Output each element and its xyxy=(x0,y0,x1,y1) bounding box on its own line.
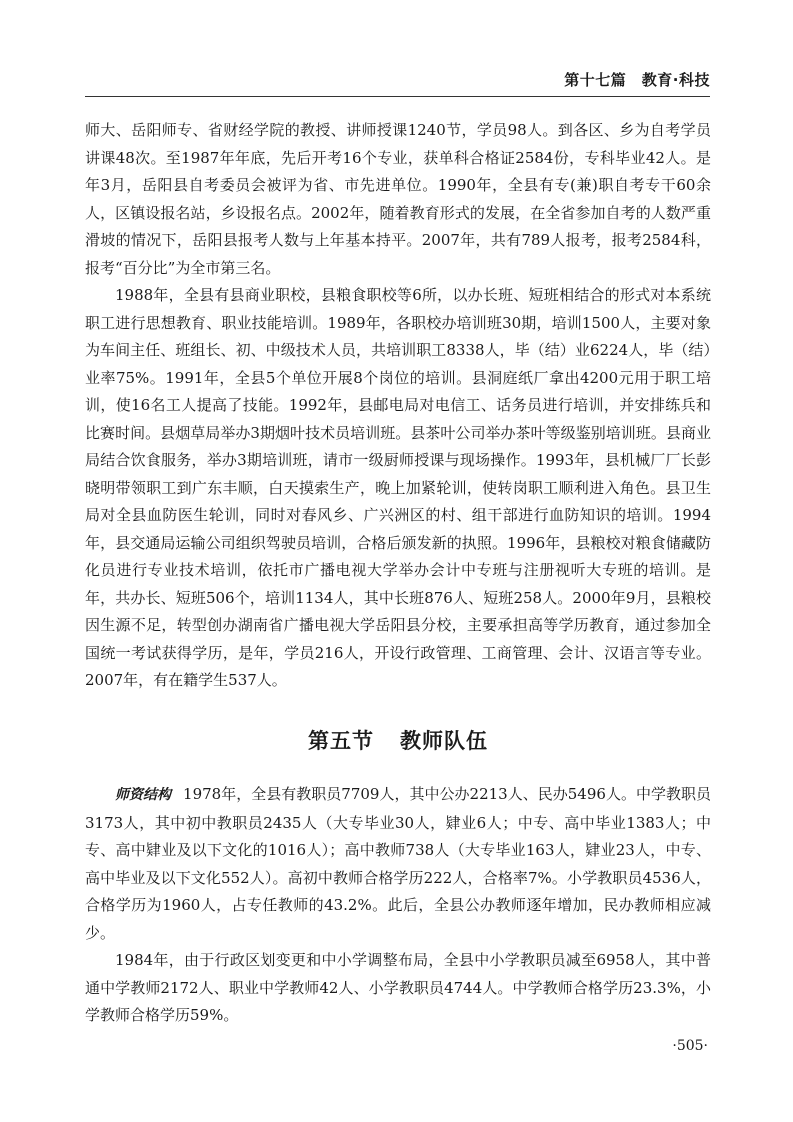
section-number: 第五节 xyxy=(308,729,374,753)
paragraph-teacher-structure-text: 1978年，全县有教职员7709人，其中公办2213人、民办5496人。中学教职员3173人，其中初中教职员2435人（大专毕业30人，肄业6人；中专、高中毕业1383人；中专、高中肄业及以下文化的1016人）；高中教师738人（大专毕业163人，肄业23人，中专、高中毕业及以下文化552人）。高初中教师合格学历222人，合格率7%。小学教职员4536人，合格学历为1960人，占专任教师的43.2%。此后，全县公办教师逐年增加，民办教师相应减少。 xyxy=(85,785,712,942)
run-in-heading: 师资结构 xyxy=(115,787,172,803)
section-body xyxy=(85,781,711,1030)
paragraph-1984: 1984年，由于行政区划变更和中小学调整布局，全县中小学教职员减至6958人，其中普通中学教师2172人、职业中学教师42人、小学教职员4744人。中学教师合格学历23.3%，小学教师合格学历59%。 xyxy=(85,951,711,1024)
paragraph-vocational-training: 1988年，全县有县商业职校，县粮食职校等6所，以办长班、短班相结合的形式对本系统职工进行思想教育、职业技能培训。1989年，各职校办培训班30期，培训1500人，主要对象为车间主任、班组长、初、中级技术人员，共培训职工8338人，毕（结）业6224人，毕（结）业率75%。1991年，全县5个单位开展8个岗位的培训。县洞庭纸厂拿出4200元用于职工培训，使16名工人提高了技能。1992年，县邮电局对电信工、话务员进行培训，并安排练兵和比赛时间。县烟草局举办3期烟叶技术员培训班。县茶叶公司举办茶叶等级鉴别培训班。县商业局结合饮食服务，举办3期培训班，请市一级厨师授课与现场操作。1993年，县机械厂厂长彭晓明带领职工到广东丰顺，白天摸索生产，晚上加紧轮训，使转岗职工顺利进入角色。县卫生局对全县血防医生轮训，同时对春风乡、广兴洲区的村、组干部进行血防知识的培训。1994年，县交通局运输公司组织驾驶员培训，合格后颁发新的执照。1996年，县粮校对粮食储藏防化员进行专业技术培训，依托市广播电视大学举办会计中专班与注册视听大专班的培训。是年，共办长、短班506个，培训1134人，其中长班876人、短班258人。2000年9月，县粮校因生源不足，转型创办湖南省广播电视大学岳阳县分校，主要承担高等学历教育，通过参加全国统一考试获得学历，是年，学员216人，开设行政管理、工商管理、会计、汉语言等专业。2007年，有在籍学生537人。 xyxy=(85,286,711,689)
paragraph-continued: 师大、岳阳师专、省财经学院的教授、讲师授课1240节，学员98人。到各区、乡为自考学员讲课48次。至1987年年底，先后开考16个专业，获单科合格证2584份，专科毕业42人。是年3月，岳阳县自考委员会被评为省、市先进单位。1990年，全县有专(兼)职自考专干60余人，区镇设报名站，乡设报名点。2002年，随着教育形式的发展，在全省参加自考的人数严重滑坡的情况下，岳阳县报考人数与上年基本持平。2007年，共有789人报考，报考2584科，报考“百分比”为全市第三名。 xyxy=(85,121,711,277)
body-text xyxy=(85,117,711,695)
running-header: 第十七篇 教育·科技 xyxy=(85,66,710,97)
page-number: ·505· xyxy=(672,1038,708,1054)
section-heading xyxy=(85,725,711,757)
section-title: 教师队伍 xyxy=(400,729,488,753)
paragraph-teacher-structure xyxy=(85,781,711,947)
